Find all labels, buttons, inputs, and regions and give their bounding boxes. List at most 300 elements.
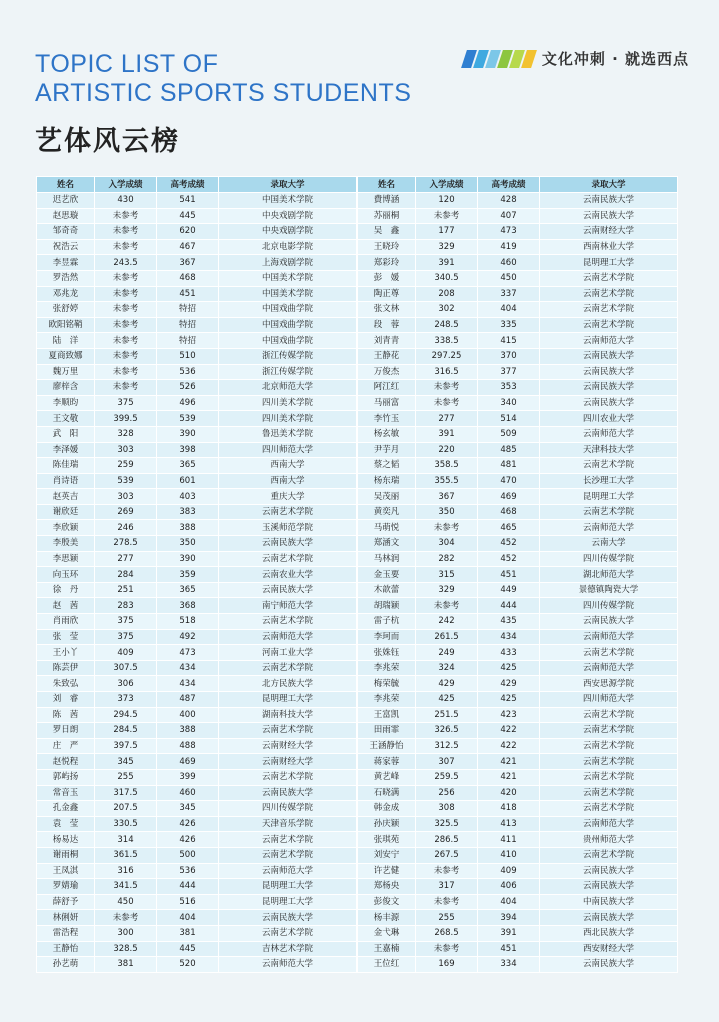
cell-university: 云南师范大学 (219, 629, 357, 645)
cell-university: 云南师范大学 (219, 957, 357, 973)
cell-name: 王涵静怡 (358, 738, 416, 754)
cell-name: 黄艺峰 (358, 769, 416, 785)
cell-entry-score: 329 (416, 582, 478, 598)
cell-university: 四川美术学院 (219, 411, 357, 427)
cell-university: 长沙理工大学 (540, 473, 678, 489)
cell-name: 薛舒予 (37, 894, 95, 910)
table-row (37, 567, 357, 583)
table-row (358, 676, 678, 692)
cell-entry-score: 220 (416, 442, 478, 458)
cell-entry-score: 未参考 (95, 333, 157, 349)
table-row (358, 411, 678, 427)
cell-entry-score: 249 (416, 645, 478, 661)
cell-gaokao-score: 509 (478, 426, 540, 442)
cell-name: 向玉环 (37, 567, 95, 583)
table-row (37, 333, 357, 349)
cell-university: 中国美术学院 (219, 286, 357, 302)
cell-gaokao-score: 381 (157, 925, 219, 941)
cell-gaokao-score: 514 (478, 411, 540, 427)
cell-university: 云南艺术学院 (219, 504, 357, 520)
cell-name: 郑杨央 (358, 879, 416, 895)
cell-entry-score: 未参考 (416, 941, 478, 957)
cell-entry-score: 255 (95, 769, 157, 785)
cell-gaokao-score: 510 (157, 348, 219, 364)
table-row (358, 910, 678, 926)
cell-university: 贵州师范大学 (540, 832, 678, 848)
cell-entry-score: 284.5 (95, 723, 157, 739)
cell-entry-score: 430 (95, 193, 157, 209)
cell-university: 中央戏剧学院 (219, 208, 357, 224)
cell-gaokao-score: 488 (157, 738, 219, 754)
cell-gaokao-score: 400 (157, 707, 219, 723)
cell-gaokao-score: 492 (157, 629, 219, 645)
cell-university: 中国戏曲学院 (219, 333, 357, 349)
cell-name: 雷浩程 (37, 925, 95, 941)
cell-gaokao-score: 434 (157, 676, 219, 692)
cell-entry-score: 297.25 (416, 348, 478, 364)
cell-gaokao-score: 460 (478, 255, 540, 271)
table-row (358, 458, 678, 474)
cell-name: 张文林 (358, 302, 416, 318)
cell-entry-score: 未参考 (416, 380, 478, 396)
cell-university: 云南师范大学 (540, 629, 678, 645)
table-row (358, 317, 678, 333)
cell-gaokao-score: 473 (157, 645, 219, 661)
table-row (358, 255, 678, 271)
cell-entry-score: 381 (95, 957, 157, 973)
cell-gaokao-score: 411 (478, 832, 540, 848)
title-en-line2: ARTISTIC SPORTS STUDENTS (35, 79, 412, 107)
cell-name: 杨东瑞 (358, 473, 416, 489)
table-row (358, 957, 678, 973)
table-row (358, 614, 678, 630)
cell-name: 木歆蕾 (358, 582, 416, 598)
cell-name: 王凤淇 (37, 863, 95, 879)
table-row (358, 504, 678, 520)
cell-entry-score: 169 (416, 957, 478, 973)
header-name: 姓名 (358, 177, 416, 193)
table-row (358, 925, 678, 941)
cell-university: 中国戏曲学院 (219, 302, 357, 318)
cell-name: 李殷美 (37, 536, 95, 552)
cell-name: 彭 媛 (358, 270, 416, 286)
table-row (358, 941, 678, 957)
cell-name: 马林润 (358, 551, 416, 567)
cell-university: 云南大学 (540, 536, 678, 552)
cell-entry-score: 120 (416, 193, 478, 209)
cell-university: 云南财经大学 (219, 754, 357, 770)
cell-entry-score: 未参考 (95, 302, 157, 318)
cell-name: 刘 睿 (37, 692, 95, 708)
cell-university: 云南艺术学院 (540, 847, 678, 863)
cell-gaokao-score: 350 (157, 536, 219, 552)
cell-entry-score: 248.5 (416, 317, 478, 333)
cell-name: 廖梓含 (37, 380, 95, 396)
cell-gaokao-score: 465 (478, 520, 540, 536)
cell-university: 昆明理工大学 (219, 692, 357, 708)
left-score-table (36, 176, 357, 973)
cell-university: 湖南科技大学 (219, 707, 357, 723)
cell-name: 刘安宁 (358, 847, 416, 863)
cell-university: 云南艺术学院 (219, 925, 357, 941)
table-row (358, 816, 678, 832)
table-row (358, 224, 678, 240)
cell-entry-score: 未参考 (416, 395, 478, 411)
cell-university: 云南师范大学 (540, 520, 678, 536)
table-row (358, 785, 678, 801)
cell-entry-score: 340.5 (416, 270, 478, 286)
table-row (358, 754, 678, 770)
cell-entry-score: 338.5 (416, 333, 478, 349)
cell-entry-score: 397.5 (95, 738, 157, 754)
cell-gaokao-score: 365 (157, 458, 219, 474)
cell-university: 云南艺术学院 (540, 458, 678, 474)
table-row (37, 270, 357, 286)
cell-university: 云南艺术学院 (540, 785, 678, 801)
cell-entry-score: 306 (95, 676, 157, 692)
cell-university: 四川传媒学院 (540, 551, 678, 567)
cell-entry-score: 未参考 (95, 239, 157, 255)
table-row (358, 847, 678, 863)
cell-entry-score: 未参考 (416, 520, 478, 536)
cell-name: 陶正尊 (358, 286, 416, 302)
cell-university: 云南师范大学 (540, 660, 678, 676)
brand-slogan: 文化冲刺 · 就选西点 (541, 50, 689, 68)
cell-entry-score: 375 (95, 629, 157, 645)
cell-gaokao-score: 421 (478, 769, 540, 785)
cell-entry-score: 277 (95, 551, 157, 567)
cell-gaokao-score: 420 (478, 785, 540, 801)
table-row (358, 629, 678, 645)
cell-entry-score: 未参考 (95, 317, 157, 333)
cell-entry-score: 255 (416, 910, 478, 926)
cell-university: 云南艺术学院 (540, 707, 678, 723)
cell-gaokao-score: 426 (157, 816, 219, 832)
table-row (37, 395, 357, 411)
cell-name: 段 蓉 (358, 317, 416, 333)
cell-entry-score: 未参考 (95, 286, 157, 302)
table-row (37, 660, 357, 676)
cell-name: 李顺昀 (37, 395, 95, 411)
cell-gaokao-score: 404 (478, 894, 540, 910)
cell-entry-score: 207.5 (95, 801, 157, 817)
cell-entry-score: 267.5 (416, 847, 478, 863)
table-row (37, 473, 357, 489)
table-row (358, 723, 678, 739)
table-row (358, 302, 678, 318)
cell-gaokao-score: 340 (478, 395, 540, 411)
cell-university: 云南农业大学 (219, 567, 357, 583)
cell-name: 黄奕凡 (358, 504, 416, 520)
table-row (358, 536, 678, 552)
table-row (37, 941, 357, 957)
cell-gaokao-score: 359 (157, 567, 219, 583)
cell-entry-score: 326.5 (416, 723, 478, 739)
cell-name: 李兆荣 (358, 660, 416, 676)
cell-entry-score: 355.5 (416, 473, 478, 489)
cell-entry-score: 307 (416, 754, 478, 770)
cell-university: 云南艺术学院 (540, 270, 678, 286)
cell-gaokao-score: 539 (157, 411, 219, 427)
cell-gaokao-score: 444 (157, 879, 219, 895)
cell-entry-score: 367 (416, 489, 478, 505)
cell-name: 邹奇奇 (37, 224, 95, 240)
cell-name: 张舒婷 (37, 302, 95, 318)
cell-gaokao-score: 433 (478, 645, 540, 661)
cell-entry-score: 361.5 (95, 847, 157, 863)
cell-entry-score: 282 (416, 551, 478, 567)
cell-name: 陈 茜 (37, 707, 95, 723)
cell-entry-score: 375 (95, 614, 157, 630)
cell-university: 云南民族大学 (219, 910, 357, 926)
table-header-row (37, 177, 357, 193)
cell-gaokao-score: 536 (157, 863, 219, 879)
cell-name: 杨丰源 (358, 910, 416, 926)
header-university: 录取大学 (540, 177, 678, 193)
cell-name: 赵悦程 (37, 754, 95, 770)
cell-university: 云南艺术学院 (219, 614, 357, 630)
cell-entry-score: 307.5 (95, 660, 157, 676)
table-row (37, 302, 357, 318)
cell-name: 李泽媛 (37, 442, 95, 458)
cell-gaokao-score: 404 (478, 302, 540, 318)
cell-gaokao-score: 520 (157, 957, 219, 973)
cell-entry-score: 未参考 (95, 910, 157, 926)
cell-gaokao-score: 407 (478, 208, 540, 224)
cell-entry-score: 177 (416, 224, 478, 240)
cell-entry-score: 未参考 (95, 364, 157, 380)
cell-university: 中国戏曲学院 (219, 317, 357, 333)
cell-university: 昆明理工大学 (540, 489, 678, 505)
cell-name: 王静怡 (37, 941, 95, 957)
cell-university: 北京电影学院 (219, 239, 357, 255)
cell-gaokao-score: 473 (478, 224, 540, 240)
cell-entry-score: 242 (416, 614, 478, 630)
cell-name: 刘青青 (358, 333, 416, 349)
cell-gaokao-score: 409 (478, 863, 540, 879)
table-row (358, 286, 678, 302)
cell-university: 云南民族大学 (540, 208, 678, 224)
cell-university: 云南艺术学院 (540, 645, 678, 661)
cell-entry-score: 251 (95, 582, 157, 598)
cell-name: 孔金鑫 (37, 801, 95, 817)
table-row (358, 380, 678, 396)
cell-university: 南宁师范大学 (219, 598, 357, 614)
cell-gaokao-score: 365 (157, 582, 219, 598)
cell-entry-score: 429 (416, 676, 478, 692)
cell-name: 徐 丹 (37, 582, 95, 598)
cell-name: 谢欣廷 (37, 504, 95, 520)
cell-name: 李昱霖 (37, 255, 95, 271)
cell-gaokao-score: 526 (157, 380, 219, 396)
table-row (358, 489, 678, 505)
table-row (37, 239, 357, 255)
cell-university: 云南民族大学 (540, 348, 678, 364)
cell-name: 尹芋月 (358, 442, 416, 458)
cell-gaokao-score: 601 (157, 473, 219, 489)
header-name: 姓名 (37, 177, 95, 193)
cell-entry-score: 未参考 (95, 270, 157, 286)
cell-name: 陈佳瑞 (37, 458, 95, 474)
table-row (358, 193, 678, 209)
cell-entry-score: 345 (95, 754, 157, 770)
table-row (37, 224, 357, 240)
cell-gaokao-score: 419 (478, 239, 540, 255)
cell-university: 云南艺术学院 (540, 723, 678, 739)
cell-gaokao-score: 428 (478, 193, 540, 209)
cell-name: 李珂而 (358, 629, 416, 645)
cell-name: 金玉要 (358, 567, 416, 583)
cell-entry-score: 316.5 (416, 364, 478, 380)
cell-university: 西安思源学院 (540, 676, 678, 692)
cell-name: 罗婧瑜 (37, 879, 95, 895)
cell-gaokao-score: 469 (478, 489, 540, 505)
cell-gaokao-score: 451 (478, 567, 540, 583)
cell-name: 杨玄敏 (358, 426, 416, 442)
cell-university: 中央戏剧学院 (219, 224, 357, 240)
cell-university: 云南师范大学 (540, 426, 678, 442)
cell-name: 石晓满 (358, 785, 416, 801)
table-row (37, 317, 357, 333)
page-title-en (35, 50, 411, 108)
cell-name: 孙庆颖 (358, 816, 416, 832)
cell-university: 四川农业大学 (540, 411, 678, 427)
cell-gaokao-score: 334 (478, 957, 540, 973)
cell-gaokao-score: 541 (157, 193, 219, 209)
cell-gaokao-score: 452 (478, 536, 540, 552)
cell-entry-score: 302 (416, 302, 478, 318)
cell-university: 天津音乐学院 (219, 816, 357, 832)
cell-name: 蔡之韬 (358, 458, 416, 474)
cell-university: 云南艺术学院 (540, 769, 678, 785)
table-row (37, 894, 357, 910)
cell-university: 云南艺术学院 (219, 551, 357, 567)
cell-name: 马萌悦 (358, 520, 416, 536)
table-row (37, 536, 357, 552)
table-row (37, 738, 357, 754)
table-row (37, 676, 357, 692)
cell-university: 云南艺术学院 (540, 504, 678, 520)
cell-university: 云南师范大学 (219, 863, 357, 879)
cell-gaokao-score: 451 (478, 941, 540, 957)
cell-entry-score: 246 (95, 520, 157, 536)
cell-entry-score: 391 (416, 426, 478, 442)
cell-gaokao-score: 418 (478, 801, 540, 817)
cell-university: 云南艺术学院 (219, 723, 357, 739)
cell-university: 云南艺术学院 (540, 738, 678, 754)
cell-entry-score: 208 (416, 286, 478, 302)
table-row (358, 567, 678, 583)
cell-name: 魏万里 (37, 364, 95, 380)
cell-name: 李欣颖 (37, 520, 95, 536)
cell-university: 四川师范大学 (219, 442, 357, 458)
cell-entry-score: 未参考 (416, 863, 478, 879)
cell-entry-score: 308 (416, 801, 478, 817)
cell-name: 蒋家蓉 (358, 754, 416, 770)
cell-university: 北京师范大学 (219, 380, 357, 396)
cell-university: 四川传媒学院 (540, 598, 678, 614)
table-row (37, 769, 357, 785)
cell-university: 重庆大学 (219, 489, 357, 505)
cell-entry-score: 328.5 (95, 941, 157, 957)
table-row (37, 208, 357, 224)
cell-university: 四川师范大学 (540, 692, 678, 708)
table-row (37, 692, 357, 708)
header-university: 录取大学 (219, 177, 357, 193)
cell-university: 云南艺术学院 (540, 754, 678, 770)
cell-gaokao-score: 450 (478, 270, 540, 286)
cell-gaokao-score: 451 (157, 286, 219, 302)
cell-name: 金弋琳 (358, 925, 416, 941)
table-row (358, 348, 678, 364)
cell-gaokao-score: 468 (478, 504, 540, 520)
cell-university: 昆明理工大学 (219, 879, 357, 895)
table-row (37, 442, 357, 458)
cell-name: 陆 洋 (37, 333, 95, 349)
cell-university: 云南民族大学 (540, 863, 678, 879)
table-row (358, 894, 678, 910)
header-gaokao-score: 高考成绩 (478, 177, 540, 193)
cell-university: 云南师范大学 (540, 333, 678, 349)
title-en-line1: TOPIC LIST OF (35, 50, 219, 78)
table-row (37, 614, 357, 630)
cell-entry-score: 294.5 (95, 707, 157, 723)
cell-name: 郭屿扬 (37, 769, 95, 785)
cell-university: 湖北师范大学 (540, 567, 678, 583)
cell-entry-score: 未参考 (416, 894, 478, 910)
table-row (37, 957, 357, 973)
cell-gaokao-score: 413 (478, 816, 540, 832)
table-row (37, 504, 357, 520)
brand-logo (464, 48, 689, 69)
cell-university: 云南民族大学 (540, 614, 678, 630)
table-row (37, 925, 357, 941)
right-table-container (357, 176, 677, 973)
cell-university: 云南民族大学 (540, 395, 678, 411)
table-row (37, 364, 357, 380)
left-table-container (36, 176, 356, 973)
cell-gaokao-score: 394 (478, 910, 540, 926)
cell-gaokao-score: 434 (478, 629, 540, 645)
cell-name: 王嘉楠 (358, 941, 416, 957)
table-row (358, 801, 678, 817)
cell-gaokao-score: 518 (157, 614, 219, 630)
table-row (358, 645, 678, 661)
cell-name: 陈芸伊 (37, 660, 95, 676)
table-row (37, 847, 357, 863)
cell-gaokao-score: 390 (157, 551, 219, 567)
cell-gaokao-score: 353 (478, 380, 540, 396)
cell-name: 王富凯 (358, 707, 416, 723)
cell-name: 袁 莹 (37, 816, 95, 832)
cell-entry-score: 330.5 (95, 816, 157, 832)
cell-entry-score: 251.5 (416, 707, 478, 723)
cell-entry-score: 243.5 (95, 255, 157, 271)
table-row (37, 645, 357, 661)
cell-entry-score: 303 (95, 442, 157, 458)
cell-name: 马丽富 (358, 395, 416, 411)
cell-name: 郑彩玲 (358, 255, 416, 271)
cell-entry-score: 278.5 (95, 536, 157, 552)
cell-gaokao-score: 404 (157, 910, 219, 926)
cell-gaokao-score: 469 (157, 754, 219, 770)
cell-entry-score: 未参考 (416, 208, 478, 224)
table-row (37, 489, 357, 505)
cell-name: 肖雨欣 (37, 614, 95, 630)
cell-entry-score: 303 (95, 489, 157, 505)
cell-entry-score: 425 (416, 692, 478, 708)
cell-gaokao-score: 425 (478, 692, 540, 708)
